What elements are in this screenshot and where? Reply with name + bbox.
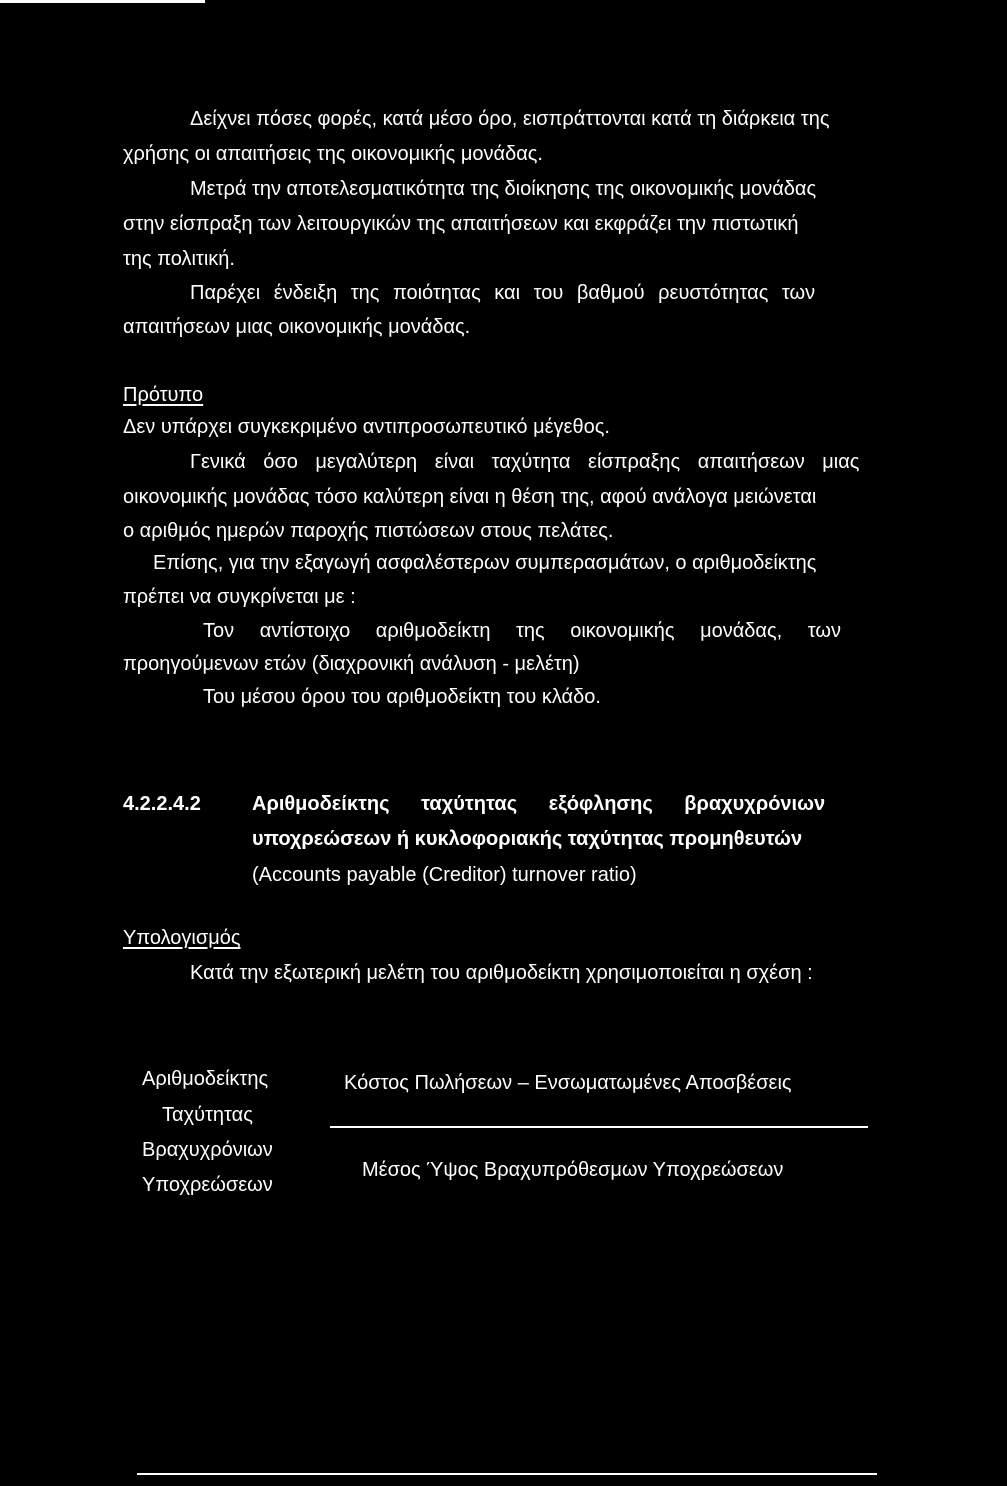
formula-label: Αριθμοδείκτης — [142, 1068, 269, 1090]
top-rule — [0, 0, 205, 3]
paragraph-line: Επίσης, για την εξαγωγή ασφαλέστερων συμπερασμάτων, ο αριθμοδείκτης — [153, 552, 817, 574]
section-heading-calculation: Υπολογισμός — [123, 927, 241, 949]
paragraph-line: Γενικά όσο μεγαλύτερη είναι ταχύτητα είσπραξης απαιτήσεων μιας — [190, 451, 860, 473]
paragraph-line: Μετρά την αποτελεσματικότητα της διοίκησης της οικονομικής μονάδας — [190, 178, 817, 200]
paragraph-line: οικονομικής μονάδας τόσο καλύτερη είναι η θέση της, αφού ανάλογα μειώνεται — [123, 486, 817, 508]
formula-denominator: Μέσος Ύψος Βραχυπρόθεσμων Υποχρεώσεων — [362, 1159, 784, 1181]
paragraph-line: Κατά την εξωτερική μελέτη του αριθμοδείκτη χρησιμοποιείται η σχέση : — [190, 962, 813, 984]
paragraph-line: ο αριθμός ημερών παροχής πιστώσεων στους πελάτες. — [123, 520, 614, 542]
paragraph-line: χρήσης οι απαιτήσεις της οικονομικής μονάδας. — [123, 143, 543, 165]
list-item: Του μέσου όρου του αριθμοδείκτη του κλάδο. — [203, 686, 601, 708]
section-number: 4.2.2.4.2 — [123, 793, 201, 815]
bottom-rule — [137, 1473, 877, 1475]
formula-label: Ταχύτητας — [162, 1104, 253, 1126]
section-title: υποχρεώσεων ή κυκλοφοριακής ταχύτητας προμηθευτών — [252, 828, 803, 850]
section-subtitle: (Accounts payable (Creditor) turnover ratio) — [252, 864, 637, 886]
paragraph-line: πρέπει να συγκρίνεται με : — [123, 586, 356, 608]
paragraph-line: στην είσπραξη των λειτουργικών της απαιτήσεων και εκφράζει την πιστωτική — [123, 213, 799, 235]
fraction-bar — [330, 1126, 868, 1128]
paragraph-line: απαιτήσεων μιας οικονομικής μονάδας. — [123, 316, 471, 338]
list-item-continuation: προηγούμενων ετών (διαχρονική ανάλυση - μελέτη) — [123, 653, 580, 675]
formula-label: Βραχυχρόνιων — [142, 1139, 273, 1161]
formula-label: Υποχρεώσεων — [142, 1174, 273, 1196]
section-title: Αριθμοδείκτης ταχύτητας εξόφλησης βραχυχρόνιων — [252, 793, 826, 815]
formula-numerator: Κόστος Πωλήσεων – Ενσωματωμένες Αποσβέσεις — [344, 1072, 792, 1094]
paragraph-line: Παρέχει ένδειξη της ποιότητας και του βαθμού ρευστότητας των — [190, 282, 816, 304]
list-item: Τον αντίστοιχο αριθμοδείκτη της οικονομικής μονάδας, των — [203, 620, 841, 642]
paragraph-line: της πολιτική. — [123, 248, 235, 270]
paragraph-line: Δεν υπάρχει συγκεκριμένο αντιπροσωπευτικό μέγεθος. — [123, 416, 610, 438]
paragraph-line: Δείχνει πόσες φορές, κατά μέσο όρο, εισπράττονται κατά τη διάρκεια της — [190, 108, 830, 130]
section-heading-standard: Πρότυπο — [123, 384, 204, 406]
